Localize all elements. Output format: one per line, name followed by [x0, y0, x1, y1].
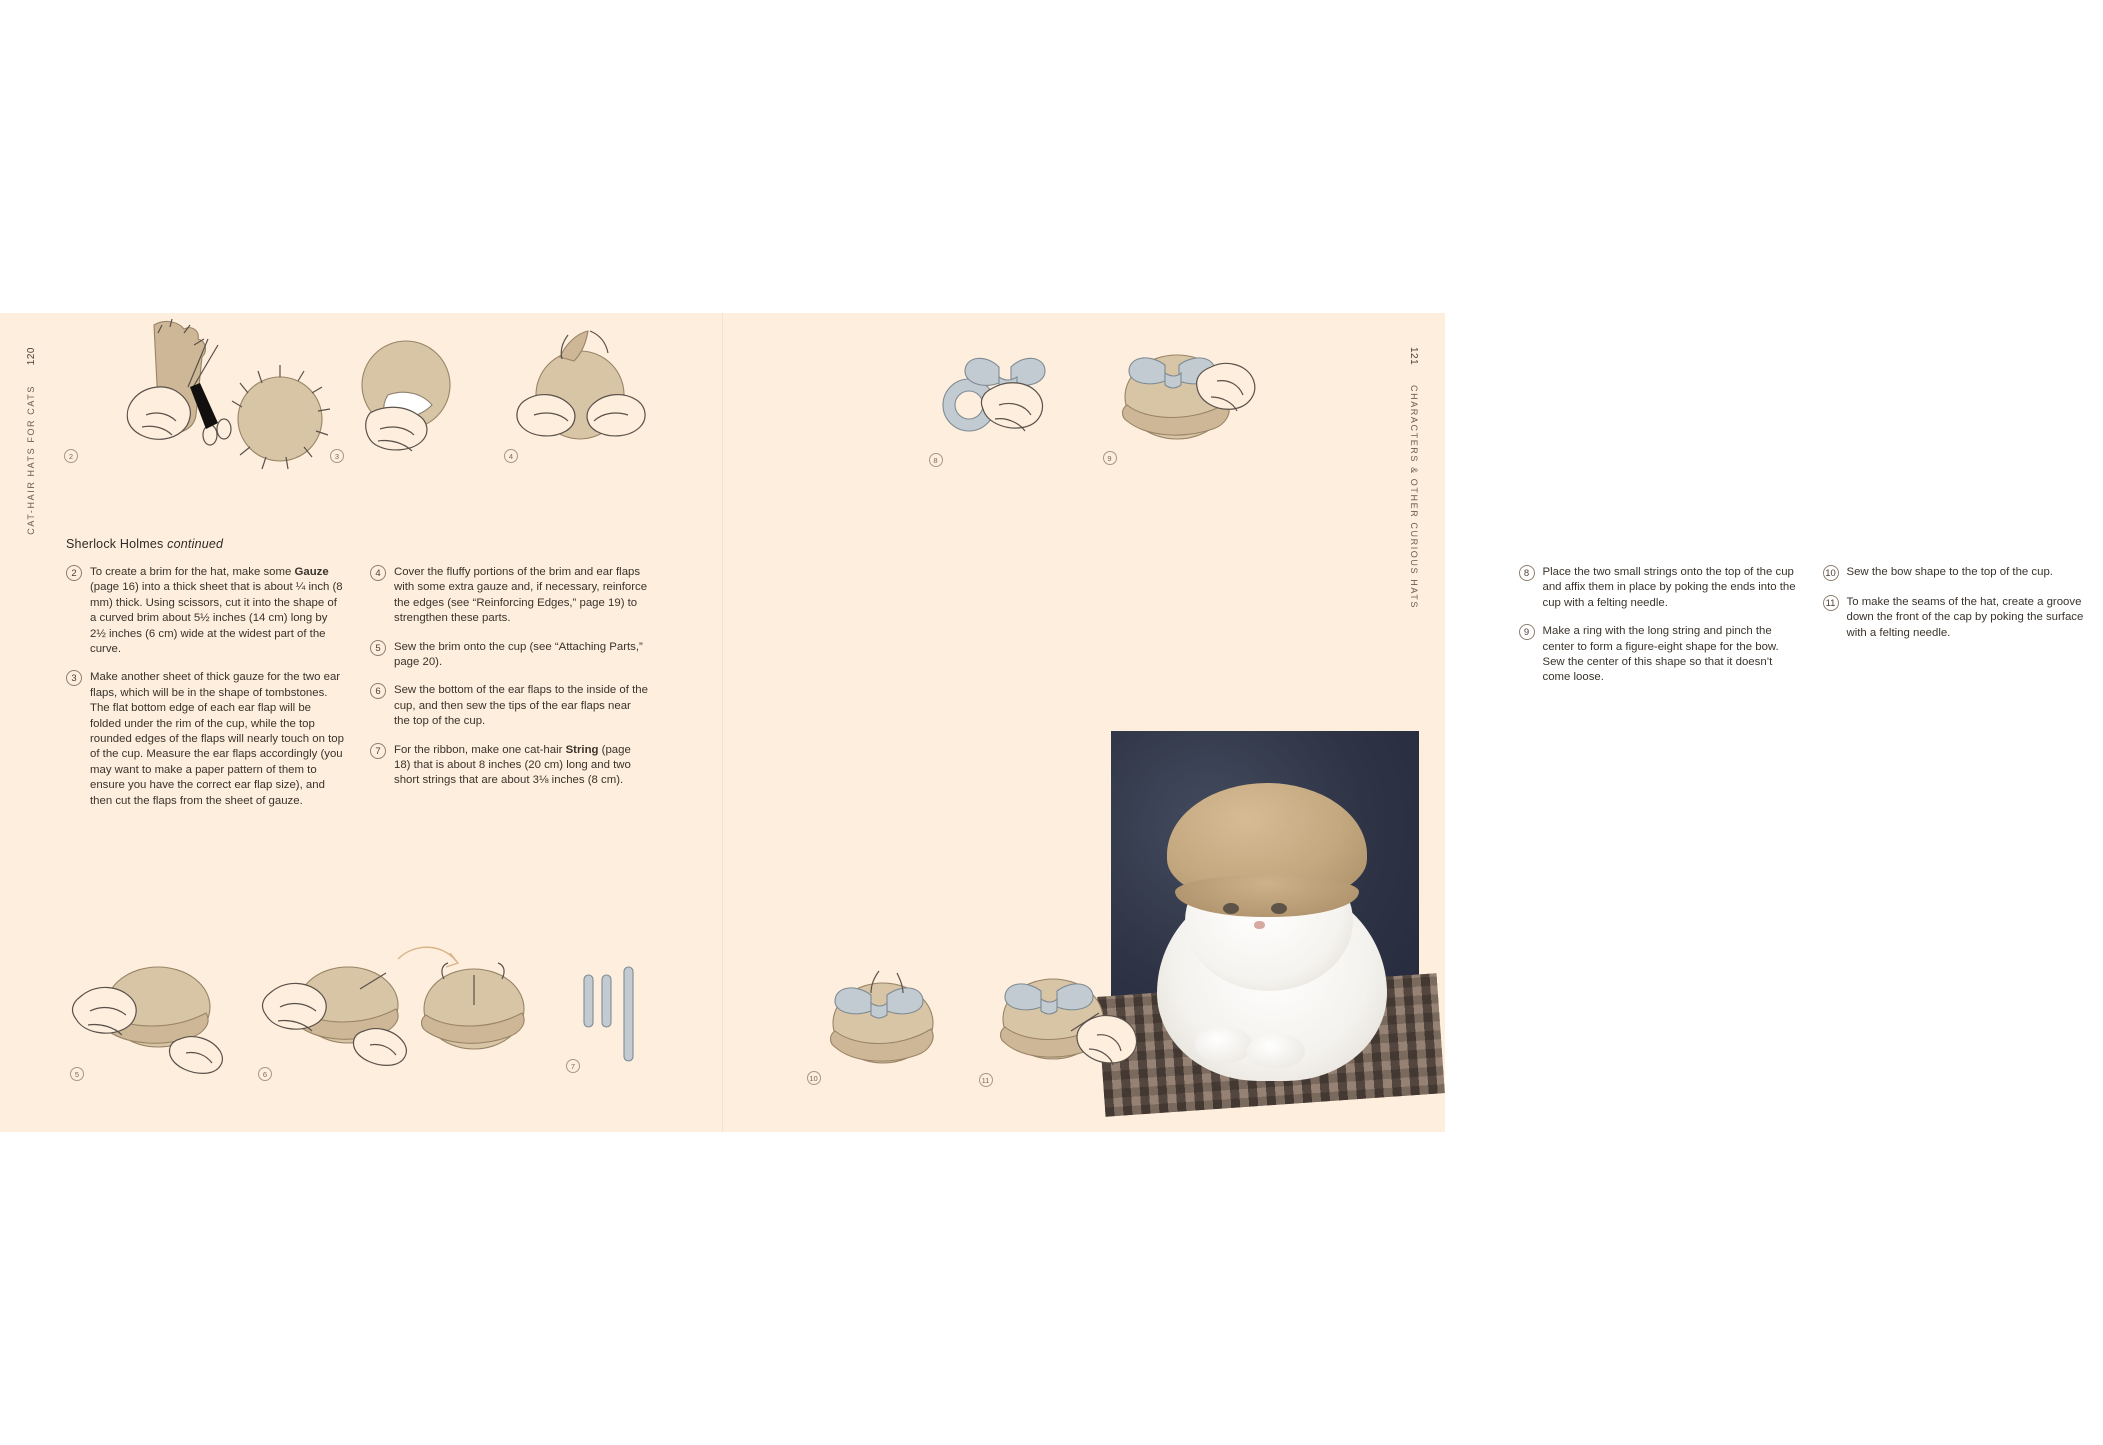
- figure-step-7: [566, 963, 656, 1073]
- step-number-badge: 3: [66, 670, 90, 687]
- right-page: [723, 313, 2084, 1132]
- step-text: Make a ring with the long string and pinch the center to form a figure-eight shape for the bow. Sew the center of this shape so that it doesn’t come loose.: [1542, 625, 1779, 684]
- right-page-number: 121: [1408, 347, 1419, 366]
- right-running-head: CHARACTERS & OTHER CURIOUS HATS: [1409, 385, 1419, 609]
- step-item: [1823, 595, 2103, 641]
- cat-paw-right: [1247, 1033, 1305, 1069]
- figure-step-4: [498, 323, 668, 473]
- left-running-head: CAT-HAIR HATS FOR CATS: [26, 385, 36, 535]
- step-number-badge: 4: [370, 565, 394, 582]
- section-title-suffix: continued: [167, 537, 224, 551]
- cat-paw-left: [1195, 1027, 1253, 1063]
- section-title: Sherlock Holmes: [66, 537, 164, 551]
- step-number-badge: 8: [1519, 565, 1543, 582]
- figure-step-6: [252, 935, 522, 1085]
- cat-photo: [1111, 731, 1419, 1095]
- figure-caption-5: 5: [70, 1067, 84, 1081]
- step-text: Sew the bow shape to the top of the cup.: [1846, 566, 2053, 578]
- book-spread: [0, 313, 2084, 1132]
- cat-eye-right: [1271, 903, 1287, 914]
- step-number-badge: 10: [1823, 565, 1847, 582]
- step-number-badge: 6: [370, 683, 394, 700]
- step-item: [370, 743, 648, 789]
- step-text: Sew the brim onto the cup (see “Attaching Parts,” page 20).: [394, 640, 643, 669]
- step-item: [370, 683, 648, 729]
- figure-step-9: [1093, 325, 1273, 475]
- figure-caption-6: 6: [258, 1067, 272, 1081]
- figure-caption-7: 7: [566, 1059, 580, 1073]
- figure-step-11: [967, 953, 1157, 1093]
- figure-caption-2: 2: [64, 449, 78, 463]
- figure-caption-9: 9: [1103, 451, 1117, 465]
- text-column-d: [1823, 565, 2103, 654]
- step-item: [1519, 624, 1799, 686]
- step-text: Place the two small strings onto the top of the cup and affix them in place by poking the ends into the cup with a felting needle.: [1542, 566, 1796, 609]
- section-heading: [66, 537, 223, 551]
- step-text: Cover the fluffy portions of the brim and ear flaps with some extra gauze and, if necessary, reinforce the edges (see “Reinforcing Edges,” page 19) to strengthen these parts.: [394, 566, 648, 625]
- step-number-badge: 5: [370, 640, 394, 657]
- figure-step-8: [921, 333, 1091, 473]
- cat-eye-left: [1223, 903, 1239, 914]
- step-number-badge: 2: [66, 565, 90, 582]
- step-item: [66, 565, 344, 657]
- text-column-c: [1519, 565, 1799, 699]
- step-number-badge: 11: [1823, 595, 1847, 612]
- figure-caption-8: 8: [929, 453, 943, 467]
- step-item: [66, 670, 344, 809]
- text-column-a: [66, 565, 344, 822]
- step-number-badge: 7: [370, 743, 394, 760]
- figure-step-2: [58, 323, 328, 473]
- text-column-b: [370, 565, 648, 802]
- figure-caption-10: 10: [807, 1071, 821, 1085]
- cat-nose: [1254, 921, 1265, 929]
- step-item: [370, 640, 648, 671]
- figure-step-10: [805, 961, 965, 1091]
- figure-step-5: [62, 953, 242, 1083]
- step-number-badge: 9: [1519, 624, 1543, 641]
- left-page: [0, 313, 723, 1132]
- figure-step-3: [330, 337, 480, 467]
- step-item: [1519, 565, 1799, 611]
- step-text: To make the seams of the hat, create a groove down the front of the cap by poking the surface with a felting needle.: [1846, 596, 2084, 639]
- step-text: Make another sheet of thick gauze for the two ear flaps, which will be in the shape of tombstones. The flat bottom edge of each ear flap will be folded under the rim of the cup, while the top rounded edges of the flaps will nearly touch on top of the cup. Measure the ear flaps accordingly (you may want to make a paper pattern of them to ensure you have the correct ear flap size), and then cut the flaps from the sheet of gauze.: [90, 671, 344, 807]
- step-text: To create a brim for the hat, make some Gauze (page 16) into a thick sheet that is about ¼ inch (8 mm) thick. Using scissors, cut it into the shape of a curved brim about 5½ inches (14 cm) long by 2½ inches (6 cm) wide at the widest part of the curve.: [90, 566, 343, 656]
- step-text: Sew the bottom of the ear flaps to the inside of the cup, and then sew the tips of the ear flaps near the top of the cup.: [394, 684, 648, 728]
- figure-caption-3: 3: [330, 449, 344, 463]
- step-item: [1823, 565, 2103, 582]
- step-text: For the ribbon, make one cat-hair String (page 18) that is about 8 inches (20 cm) long and two short strings that are about 3⅛ inches (8 cm).: [394, 743, 631, 787]
- step-item: [370, 565, 648, 627]
- figure-caption-11: 11: [979, 1073, 993, 1087]
- left-page-number: 120: [26, 347, 37, 366]
- figure-caption-4: 4: [504, 449, 518, 463]
